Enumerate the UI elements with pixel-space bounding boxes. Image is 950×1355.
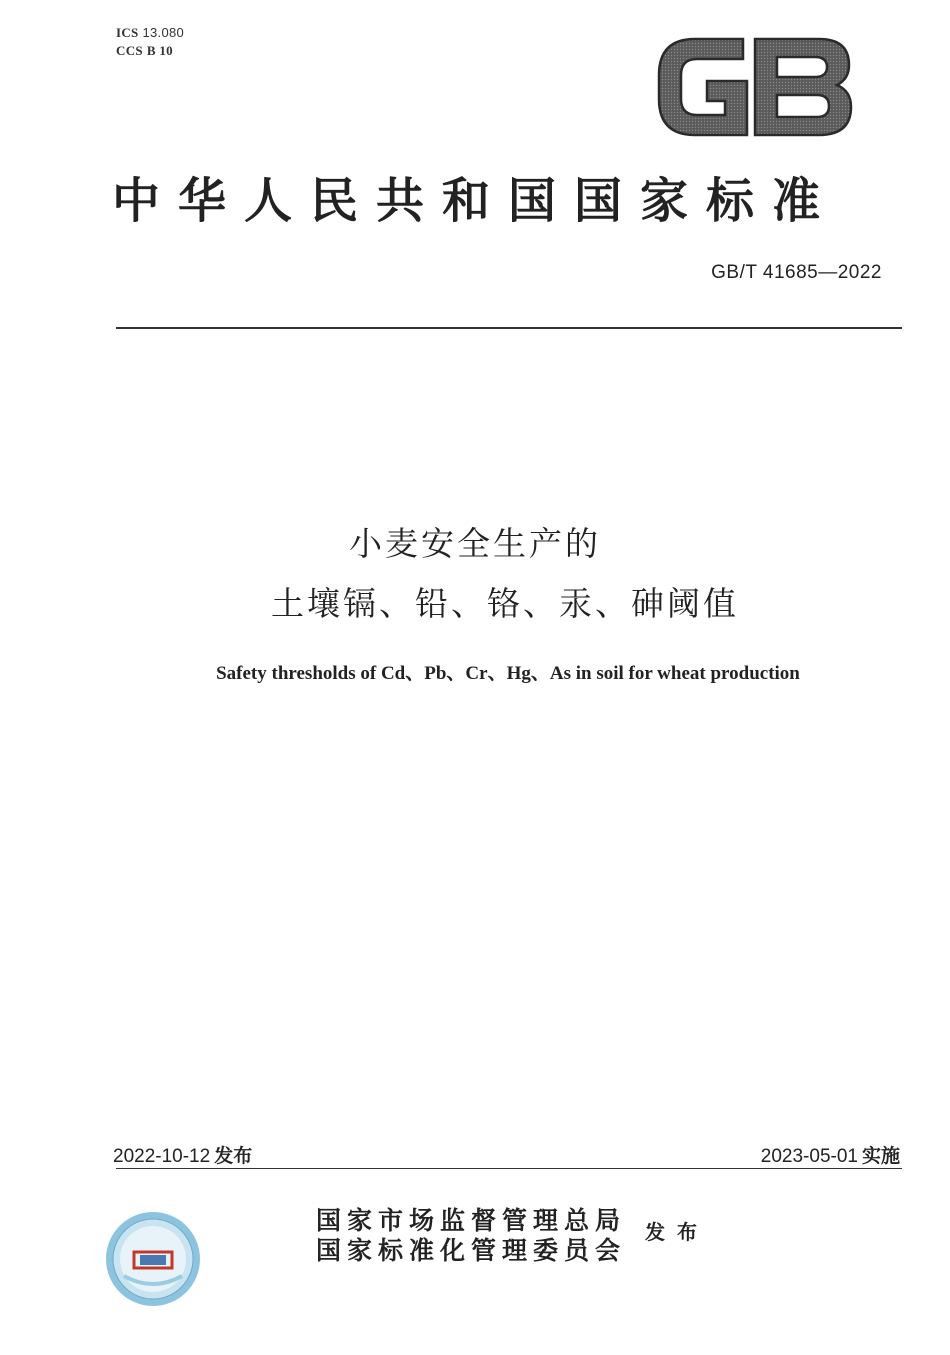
top-divider [116,327,902,329]
ics-classification [116,25,184,41]
ccs-label: CCS [116,43,143,58]
ics-code: 13.080 [142,25,185,40]
title-cn-line2: 土壤镉、铅、铬、汞、砷阈值 [271,584,739,623]
issuer-sac: 国家标准化管理委员会 [316,1236,627,1265]
ics-label: ICS [116,25,139,40]
title-cn-line1: 小麦安全生产的 [349,524,601,563]
bottom-divider [116,1168,902,1169]
implementation-date-suffix: 实施 [861,1145,900,1167]
issuer-samr: 国家市场监督管理总局 [316,1206,627,1235]
title-en: Safety thresholds of Cd、Pb、Cr、Hg、As in soil for wheat production [216,663,800,684]
implementation-date-value: 2023-05-01 [760,1146,858,1167]
implementation-date [761,1141,900,1168]
gb-logo-icon [655,33,855,141]
anti-counterfeit-seal-icon [104,1210,202,1308]
issue-date-suffix: 发布 [214,1145,253,1167]
issue-date [113,1141,252,1168]
national-standard-header: 中华人民共和国国家标准 [112,173,839,229]
publish-label: 发布 [645,1220,709,1244]
standard-number: GB/T 41685—2022 [711,262,882,283]
ccs-code: B 10 [146,43,173,58]
issue-date-value: 2022-10-12 [113,1146,211,1167]
ccs-classification [116,43,173,59]
